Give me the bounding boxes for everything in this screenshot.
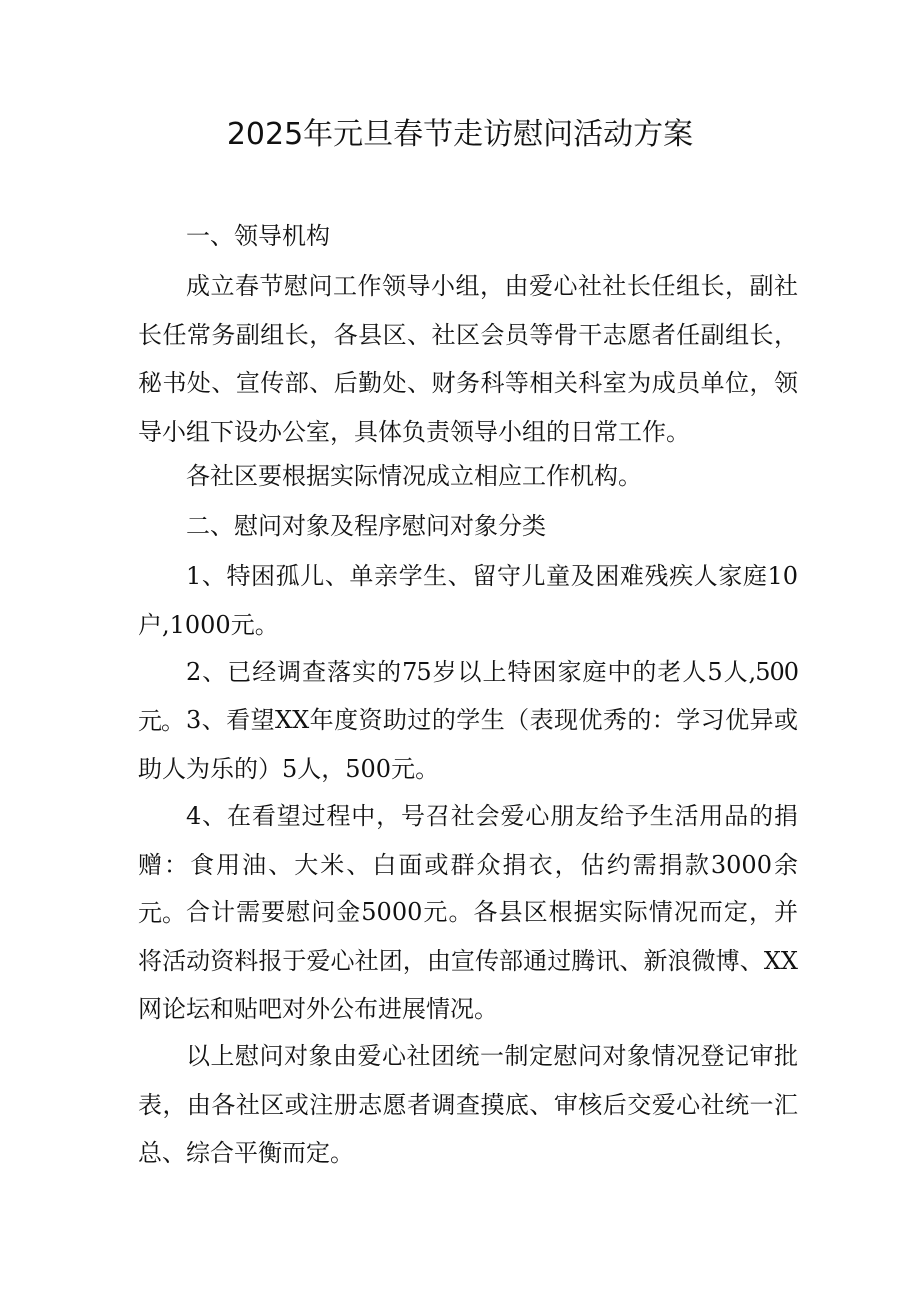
list-item-donations: 4、在看望过程中，号召社会爱心朋友给予生活用品的捐赠：食用油、大米、白面或群众捐衣，估约需捐款3000余元。 [138, 802, 798, 927]
paragraph-community-organization: 各社区要根据实际情况成立相应工作机构。 [186, 462, 642, 490]
paragraph-leadership-group: 成立春节慰问工作领导小组，由爱心社社长任组长，副社长任常务副组长，各县区、社区会员等骨干志愿者任副组长，秘书处、宣传部、后勤处、财务科等相关科室为成员单位，领导小组下设办公室，具体负责领导小组的日常工作。 [138, 272, 798, 446]
paragraph-closing: 以上慰问对象由爱心社团统一制定慰问对象情况登记审批表，由各社区或注册志愿者调查摸底、审核后交爱心社统一汇总、综合平衡而定。 [138, 1042, 798, 1167]
list-item-students: 3、看望XX年度资助过的学生（表现优秀的：学习优异或助人为乐的）5人，500元。 [138, 706, 798, 783]
section-heading-recipients: 二、慰问对象及程序慰问对象分类 [186, 512, 546, 540]
paragraph-total-funding: 合计需要慰问金5000元。各县区根据实际情况而定，并将活动资料报于爱心社团，由宣传部通过腾讯、新浪微博、XX网论坛和贴吧对外公布进展情况。 [138, 898, 798, 1023]
section-heading-leadership: 一、领导机构 [186, 222, 330, 250]
list-item-orphans: 1、特困孤儿、单亲学生、留守儿童及困难残疾人家庭10户,1000元。 [138, 562, 798, 639]
list-item-elderly: 2、已经调查落实的75岁以上特困家庭中的老人5人,500元。 [138, 658, 798, 735]
document-title: 2025年元旦春节走访慰问活动方案 [226, 117, 694, 152]
